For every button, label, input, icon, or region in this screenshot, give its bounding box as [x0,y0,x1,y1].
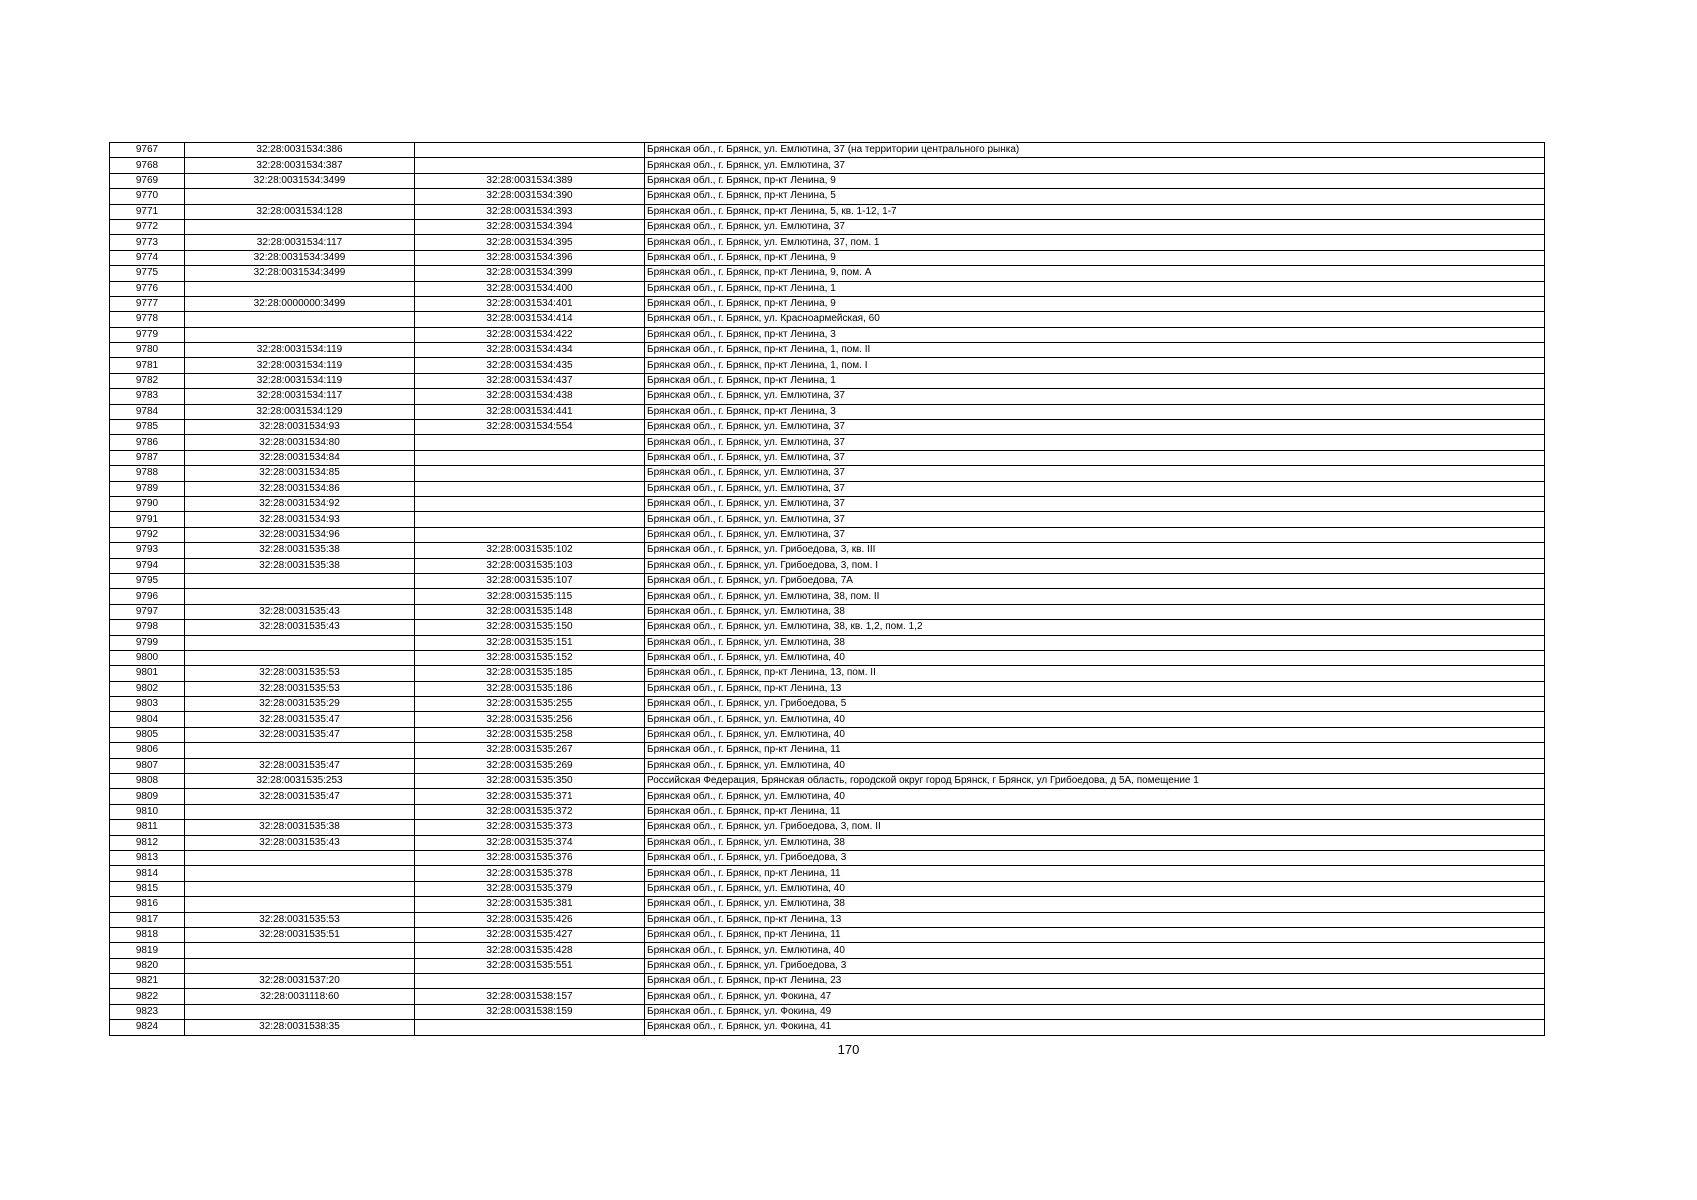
row-number-cell: 9777 [110,296,185,311]
row-number-cell: 9808 [110,774,185,789]
address-cell: Брянская обл., г. Брянск, ул. Емлютина, 37 [645,450,1545,465]
parcel-cadastral-number-cell: 32:28:0031535:53 [185,666,415,681]
table-row [110,343,1545,358]
row-number-cell: 9768 [110,158,185,173]
row-number-cell: 9774 [110,250,185,265]
address-cell: Брянская обл., г. Брянск, пр-кт Ленина, 3 [645,404,1545,419]
row-number-cell: 9792 [110,527,185,542]
address-cell: Брянская обл., г. Брянск, ул. Грибоедова, 7А [645,573,1545,588]
object-cadastral-number-cell: 32:28:0031535:258 [415,727,645,742]
table-row [110,404,1545,419]
parcel-cadastral-number-cell [185,589,415,604]
parcel-cadastral-number-cell [185,804,415,819]
row-number-cell: 9794 [110,558,185,573]
object-cadastral-number-cell: 32:28:0031534:554 [415,420,645,435]
address-cell: Брянская обл., г. Брянск, пр-кт Ленина, 1, пом. I [645,358,1545,373]
row-number-cell: 9770 [110,189,185,204]
row-number-cell: 9797 [110,604,185,619]
parcel-cadastral-number-cell [185,866,415,881]
address-cell: Брянская обл., г. Брянск, пр-кт Ленина, 13 [645,912,1545,927]
object-cadastral-number-cell [415,1020,645,1035]
address-cell: Брянская обл., г. Брянск, пр-кт Ленина, 11 [645,866,1545,881]
table-row [110,435,1545,450]
parcel-cadastral-number-cell [185,327,415,342]
row-number-cell: 9789 [110,481,185,496]
address-cell: Брянская обл., г. Брянск, пр-кт Ленина, 1 [645,281,1545,296]
object-cadastral-number-cell: 32:28:0031535:152 [415,650,645,665]
address-cell: Брянская обл., г. Брянск, ул. Грибоедова, 3, кв. III [645,543,1545,558]
object-cadastral-number-cell: 32:28:0031535:150 [415,620,645,635]
parcel-cadastral-number-cell: 32:28:0031118:60 [185,989,415,1004]
row-number-cell: 9815 [110,881,185,896]
object-cadastral-number-cell: 32:28:0031535:373 [415,820,645,835]
row-number-cell: 9806 [110,743,185,758]
table-row [110,543,1545,558]
parcel-cadastral-number-cell [185,881,415,896]
object-cadastral-number-cell: 32:28:0031534:394 [415,219,645,234]
table-row [110,1020,1545,1035]
address-cell: Брянская обл., г. Брянск, пр-кт Ленина, 9 [645,250,1545,265]
row-number-cell: 9821 [110,974,185,989]
object-cadastral-number-cell: 32:28:0031538:157 [415,989,645,1004]
parcel-cadastral-number-cell: 32:28:0031534:117 [185,235,415,250]
parcel-cadastral-number-cell: 32:28:0031535:38 [185,543,415,558]
object-cadastral-number-cell: 32:28:0031534:438 [415,389,645,404]
table-row [110,927,1545,942]
parcel-cadastral-number-cell: 32:28:0031535:53 [185,912,415,927]
parcel-cadastral-number-cell [185,281,415,296]
table-row [110,250,1545,265]
object-cadastral-number-cell: 32:28:0031534:396 [415,250,645,265]
object-cadastral-number-cell: 32:28:0031534:434 [415,343,645,358]
parcel-cadastral-number-cell: 32:28:0031534:3499 [185,250,415,265]
object-cadastral-number-cell: 32:28:0031535:379 [415,881,645,896]
object-cadastral-number-cell [415,496,645,511]
row-number-cell: 9809 [110,789,185,804]
table-row [110,943,1545,958]
row-number-cell: 9799 [110,635,185,650]
row-number-cell: 9780 [110,343,185,358]
row-number-cell: 9802 [110,681,185,696]
object-cadastral-number-cell: 32:28:0031535:115 [415,589,645,604]
address-cell: Брянская обл., г. Брянск, ул. Емлютина, 37 [645,219,1545,234]
parcel-cadastral-number-cell [185,850,415,865]
table-row [110,466,1545,481]
parcel-cadastral-number-cell [185,1004,415,1019]
parcel-cadastral-number-cell: 32:28:0031534:3499 [185,173,415,188]
address-cell: Брянская обл., г. Брянск, ул. Фокина, 47 [645,989,1545,1004]
object-cadastral-number-cell [415,481,645,496]
address-cell: Брянская обл., г. Брянск, ул. Фокина, 41 [645,1020,1545,1035]
parcel-cadastral-number-cell: 32:28:0031535:38 [185,820,415,835]
address-cell: Брянская обл., г. Брянск, ул. Емлютина, 40 [645,789,1545,804]
table-row [110,358,1545,373]
table-row [110,758,1545,773]
object-cadastral-number-cell: 32:28:0031538:159 [415,1004,645,1019]
parcel-cadastral-number-cell: 32:28:0031535:47 [185,727,415,742]
parcel-cadastral-number-cell: 32:28:0031535:47 [185,789,415,804]
object-cadastral-number-cell: 32:28:0031534:390 [415,189,645,204]
parcel-cadastral-number-cell: 32:28:0031534:85 [185,466,415,481]
table-row [110,650,1545,665]
parcel-cadastral-number-cell: 32:28:0031535:47 [185,758,415,773]
page-number: 170 [837,1042,860,1057]
table-row [110,958,1545,973]
address-cell: Брянская обл., г. Брянск, пр-кт Ленина, 11 [645,927,1545,942]
table-row [110,189,1545,204]
object-cadastral-number-cell: 32:28:0031535:428 [415,943,645,958]
row-number-cell: 9823 [110,1004,185,1019]
parcel-cadastral-number-cell: 32:28:0031534:387 [185,158,415,173]
address-cell: Брянская обл., г. Брянск, ул. Фокина, 49 [645,1004,1545,1019]
address-cell: Брянская обл., г. Брянск, ул. Емлютина, 37 [645,527,1545,542]
table-row [110,158,1545,173]
parcel-cadastral-number-cell: 32:28:0031538:35 [185,1020,415,1035]
row-number-cell: 9816 [110,897,185,912]
row-number-cell: 9772 [110,219,185,234]
object-cadastral-number-cell: 32:28:0031534:437 [415,373,645,388]
parcel-cadastral-number-cell: 32:28:0031534:92 [185,496,415,511]
table-row [110,604,1545,619]
object-cadastral-number-cell: 32:28:0031535:427 [415,927,645,942]
address-cell: Брянская обл., г. Брянск, пр-кт Ленина, 9 [645,173,1545,188]
object-cadastral-number-cell: 32:28:0031535:267 [415,743,645,758]
row-number-cell: 9784 [110,404,185,419]
row-number-cell: 9822 [110,989,185,1004]
parcel-cadastral-number-cell: 32:28:0031534:84 [185,450,415,465]
parcel-cadastral-number-cell: 32:28:0031534:93 [185,420,415,435]
table-row [110,219,1545,234]
parcel-cadastral-number-cell [185,219,415,234]
row-number-cell: 9804 [110,712,185,727]
object-cadastral-number-cell: 32:28:0031534:395 [415,235,645,250]
parcel-cadastral-number-cell: 32:28:0031534:96 [185,527,415,542]
address-cell: Брянская обл., г. Брянск, ул. Грибоедова, 3 [645,958,1545,973]
object-cadastral-number-cell [415,450,645,465]
address-cell: Брянская обл., г. Брянск, ул. Грибоедова, 3, пом. II [645,820,1545,835]
address-cell: Брянская обл., г. Брянск, ул. Емлютина, 37 (на территории центрального рынка) [645,143,1545,158]
row-number-cell: 9779 [110,327,185,342]
address-cell: Брянская обл., г. Брянск, ул. Емлютина, 37 [645,158,1545,173]
table-row [110,235,1545,250]
object-cadastral-number-cell: 32:28:0031535:186 [415,681,645,696]
table-row [110,743,1545,758]
row-number-cell: 9788 [110,466,185,481]
table-row [110,450,1545,465]
table-row [110,620,1545,635]
address-cell: Брянская обл., г. Брянск, ул. Емлютина, 37 [645,389,1545,404]
object-cadastral-number-cell: 32:28:0031535:374 [415,835,645,850]
address-cell: Брянская обл., г. Брянск, ул. Емлютина, 37 [645,435,1545,450]
row-number-cell: 9798 [110,620,185,635]
object-cadastral-number-cell: 32:28:0031535:378 [415,866,645,881]
row-number-cell: 9767 [110,143,185,158]
address-cell: Брянская обл., г. Брянск, пр-кт Ленина, 9, пом. А [645,266,1545,281]
parcel-cadastral-number-cell: 32:28:0031535:29 [185,697,415,712]
address-cell: Брянская обл., г. Брянск, ул. Емлютина, 38, кв. 1,2, пом. 1,2 [645,620,1545,635]
address-cell: Брянская обл., г. Брянск, пр-кт Ленина, 1, пом. II [645,343,1545,358]
address-cell: Брянская обл., г. Брянск, ул. Емлютина, 37 [645,481,1545,496]
object-cadastral-number-cell: 32:28:0031535:107 [415,573,645,588]
object-cadastral-number-cell [415,158,645,173]
table-row [110,774,1545,789]
parcel-cadastral-number-cell: 32:28:0031534:129 [185,404,415,419]
parcel-cadastral-number-cell: 32:28:0031534:93 [185,512,415,527]
address-cell: Брянская обл., г. Брянск, пр-кт Ленина, 5, кв. 1-12, 1-7 [645,204,1545,219]
address-cell: Брянская обл., г. Брянск, пр-кт Ленина, 13, пом. II [645,666,1545,681]
object-cadastral-number-cell: 32:28:0031535:148 [415,604,645,619]
object-cadastral-number-cell: 32:28:0031535:102 [415,543,645,558]
object-cadastral-number-cell: 32:28:0031535:103 [415,558,645,573]
parcel-cadastral-number-cell: 32:28:0031534:119 [185,343,415,358]
object-cadastral-number-cell [415,466,645,481]
table-row [110,866,1545,881]
table-row [110,527,1545,542]
table-row [110,712,1545,727]
object-cadastral-number-cell [415,974,645,989]
row-number-cell: 9811 [110,820,185,835]
table-row [110,143,1545,158]
parcel-cadastral-number-cell: 32:28:0031534:80 [185,435,415,450]
address-cell: Брянская обл., г. Брянск, ул. Грибоедова, 3, пом. I [645,558,1545,573]
object-cadastral-number-cell: 32:28:0031535:376 [415,850,645,865]
parcel-cadastral-number-cell [185,189,415,204]
address-cell: Брянская обл., г. Брянск, ул. Емлютина, 37 [645,420,1545,435]
row-number-cell: 9810 [110,804,185,819]
table-row [110,804,1545,819]
address-cell: Брянская обл., г. Брянск, ул. Емлютина, 40 [645,881,1545,896]
parcel-cadastral-number-cell [185,897,415,912]
address-cell: Брянская обл., г. Брянск, ул. Емлютина, 38 [645,835,1545,850]
parcel-cadastral-number-cell: 32:28:0031535:51 [185,927,415,942]
table-row [110,573,1545,588]
table-row [110,512,1545,527]
object-cadastral-number-cell: 32:28:0031535:151 [415,635,645,650]
object-cadastral-number-cell: 32:28:0031535:256 [415,712,645,727]
table-row [110,912,1545,927]
address-cell: Брянская обл., г. Брянск, пр-кт Ленина, 1 [645,373,1545,388]
object-cadastral-number-cell: 32:28:0031535:350 [415,774,645,789]
address-cell: Брянская обл., г. Брянск, ул. Емлютина, 38 [645,897,1545,912]
registry-table [109,142,1545,1036]
row-number-cell: 9771 [110,204,185,219]
parcel-cadastral-number-cell [185,943,415,958]
row-number-cell: 9782 [110,373,185,388]
row-number-cell: 9790 [110,496,185,511]
parcel-cadastral-number-cell: 32:28:0031534:3499 [185,266,415,281]
table-row [110,496,1545,511]
table-row [110,204,1545,219]
object-cadastral-number-cell: 32:28:0031534:441 [415,404,645,419]
table-row [110,266,1545,281]
row-number-cell: 9796 [110,589,185,604]
row-number-cell: 9817 [110,912,185,927]
row-number-cell: 9800 [110,650,185,665]
row-number-cell: 9783 [110,389,185,404]
row-number-cell: 9824 [110,1020,185,1035]
table-row [110,589,1545,604]
object-cadastral-number-cell [415,512,645,527]
table-row [110,373,1545,388]
parcel-cadastral-number-cell: 32:28:0000000:3499 [185,296,415,311]
parcel-cadastral-number-cell [185,573,415,588]
parcel-cadastral-number-cell: 32:28:0031535:53 [185,681,415,696]
address-cell: Брянская обл., г. Брянск, ул. Емлютина, 40 [645,727,1545,742]
address-cell: Брянская обл., г. Брянск, ул. Емлютина, 38 [645,604,1545,619]
object-cadastral-number-cell [415,527,645,542]
object-cadastral-number-cell: 32:28:0031535:185 [415,666,645,681]
table-row [110,327,1545,342]
row-number-cell: 9801 [110,666,185,681]
address-cell: Брянская обл., г. Брянск, ул. Грибоедова, 5 [645,697,1545,712]
parcel-cadastral-number-cell: 32:28:0031534:119 [185,358,415,373]
table-row [110,881,1545,896]
table-row [110,835,1545,850]
row-number-cell: 9786 [110,435,185,450]
parcel-cadastral-number-cell: 32:28:0031534:119 [185,373,415,388]
address-cell: Брянская обл., г. Брянск, ул. Емлютина, 40 [645,712,1545,727]
table-row [110,420,1545,435]
parcel-cadastral-number-cell: 32:28:0031537:20 [185,974,415,989]
parcel-cadastral-number-cell: 32:28:0031534:86 [185,481,415,496]
object-cadastral-number-cell: 32:28:0031534:389 [415,173,645,188]
row-number-cell: 9820 [110,958,185,973]
table-row [110,820,1545,835]
table-row [110,974,1545,989]
object-cadastral-number-cell: 32:28:0031534:400 [415,281,645,296]
address-cell: Брянская обл., г. Брянск, ул. Емлютина, 37, пом. 1 [645,235,1545,250]
table-row [110,666,1545,681]
table-row [110,281,1545,296]
address-cell: Брянская обл., г. Брянск, ул. Емлютина, 40 [645,650,1545,665]
address-cell: Брянская обл., г. Брянск, ул. Емлютина, 37 [645,512,1545,527]
object-cadastral-number-cell: 32:28:0031535:381 [415,897,645,912]
row-number-cell: 9805 [110,727,185,742]
address-cell: Брянская обл., г. Брянск, пр-кт Ленина, 3 [645,327,1545,342]
parcel-cadastral-number-cell: 32:28:0031534:117 [185,389,415,404]
address-cell: Брянская обл., г. Брянск, пр-кт Ленина, 11 [645,804,1545,819]
row-number-cell: 9778 [110,312,185,327]
table-row [110,389,1545,404]
object-cadastral-number-cell: 32:28:0031535:371 [415,789,645,804]
table-row [110,681,1545,696]
row-number-cell: 9803 [110,697,185,712]
row-number-cell: 9812 [110,835,185,850]
row-number-cell: 9773 [110,235,185,250]
row-number-cell: 9769 [110,173,185,188]
address-cell: Брянская обл., г. Брянск, ул. Грибоедова, 3 [645,850,1545,865]
row-number-cell: 9813 [110,850,185,865]
table-row [110,727,1545,742]
row-number-cell: 9793 [110,543,185,558]
address-cell: Брянская обл., г. Брянск, ул. Красноармейская, 60 [645,312,1545,327]
address-cell: Российская Федерация, Брянская область, городской округ город Брянск, г Брянск, ул Грибоедова, д 5А, помещение 1 [645,774,1545,789]
address-cell: Брянская обл., г. Брянск, пр-кт Ленина, 9 [645,296,1545,311]
object-cadastral-number-cell: 32:28:0031534:393 [415,204,645,219]
object-cadastral-number-cell: 32:28:0031535:426 [415,912,645,927]
row-number-cell: 9776 [110,281,185,296]
row-number-cell: 9795 [110,573,185,588]
address-cell: Брянская обл., г. Брянск, ул. Емлютина, 40 [645,943,1545,958]
row-number-cell: 9814 [110,866,185,881]
object-cadastral-number-cell: 32:28:0031534:435 [415,358,645,373]
address-cell: Брянская обл., г. Брянск, пр-кт Ленина, 11 [645,743,1545,758]
table-row [110,635,1545,650]
row-number-cell: 9787 [110,450,185,465]
address-cell: Брянская обл., г. Брянск, пр-кт Ленина, 23 [645,974,1545,989]
parcel-cadastral-number-cell: 32:28:0031535:253 [185,774,415,789]
parcel-cadastral-number-cell [185,743,415,758]
object-cadastral-number-cell: 32:28:0031535:372 [415,804,645,819]
table-row [110,296,1545,311]
parcel-cadastral-number-cell: 32:28:0031535:38 [185,558,415,573]
object-cadastral-number-cell: 32:28:0031534:414 [415,312,645,327]
row-number-cell: 9781 [110,358,185,373]
address-cell: Брянская обл., г. Брянск, ул. Емлютина, 38 [645,635,1545,650]
parcel-cadastral-number-cell [185,635,415,650]
object-cadastral-number-cell: 32:28:0031534:399 [415,266,645,281]
address-cell: Брянская обл., г. Брянск, пр-кт Ленина, 13 [645,681,1545,696]
address-cell: Брянская обл., г. Брянск, ул. Емлютина, 37 [645,466,1545,481]
parcel-cadastral-number-cell: 32:28:0031534:386 [185,143,415,158]
table-row [110,897,1545,912]
parcel-cadastral-number-cell [185,312,415,327]
object-cadastral-number-cell [415,435,645,450]
table-row [110,173,1545,188]
address-cell: Брянская обл., г. Брянск, ул. Емлютина, 38, пом. II [645,589,1545,604]
address-cell: Брянская обл., г. Брянск, ул. Емлютина, 37 [645,496,1545,511]
parcel-cadastral-number-cell: 32:28:0031535:43 [185,620,415,635]
address-cell: Брянская обл., г. Брянск, ул. Емлютина, 40 [645,758,1545,773]
table-row [110,558,1545,573]
row-number-cell: 9819 [110,943,185,958]
table-row [110,789,1545,804]
table-row [110,312,1545,327]
parcel-cadastral-number-cell: 32:28:0031535:43 [185,604,415,619]
table-row [110,1004,1545,1019]
object-cadastral-number-cell: 32:28:0031534:422 [415,327,645,342]
table-row [110,850,1545,865]
parcel-cadastral-number-cell: 32:28:0031535:47 [185,712,415,727]
row-number-cell: 9791 [110,512,185,527]
parcel-cadastral-number-cell [185,958,415,973]
object-cadastral-number-cell [415,143,645,158]
table-row [110,989,1545,1004]
table-row [110,697,1545,712]
row-number-cell: 9818 [110,927,185,942]
table-row [110,481,1545,496]
parcel-cadastral-number-cell: 32:28:0031535:43 [185,835,415,850]
object-cadastral-number-cell: 32:28:0031535:255 [415,697,645,712]
object-cadastral-number-cell: 32:28:0031534:401 [415,296,645,311]
parcel-cadastral-number-cell [185,650,415,665]
parcel-cadastral-number-cell: 32:28:0031534:128 [185,204,415,219]
object-cadastral-number-cell: 32:28:0031535:551 [415,958,645,973]
address-cell: Брянская обл., г. Брянск, пр-кт Ленина, 5 [645,189,1545,204]
registry-table-body [110,143,1545,1036]
row-number-cell: 9775 [110,266,185,281]
row-number-cell: 9807 [110,758,185,773]
object-cadastral-number-cell: 32:28:0031535:269 [415,758,645,773]
row-number-cell: 9785 [110,420,185,435]
